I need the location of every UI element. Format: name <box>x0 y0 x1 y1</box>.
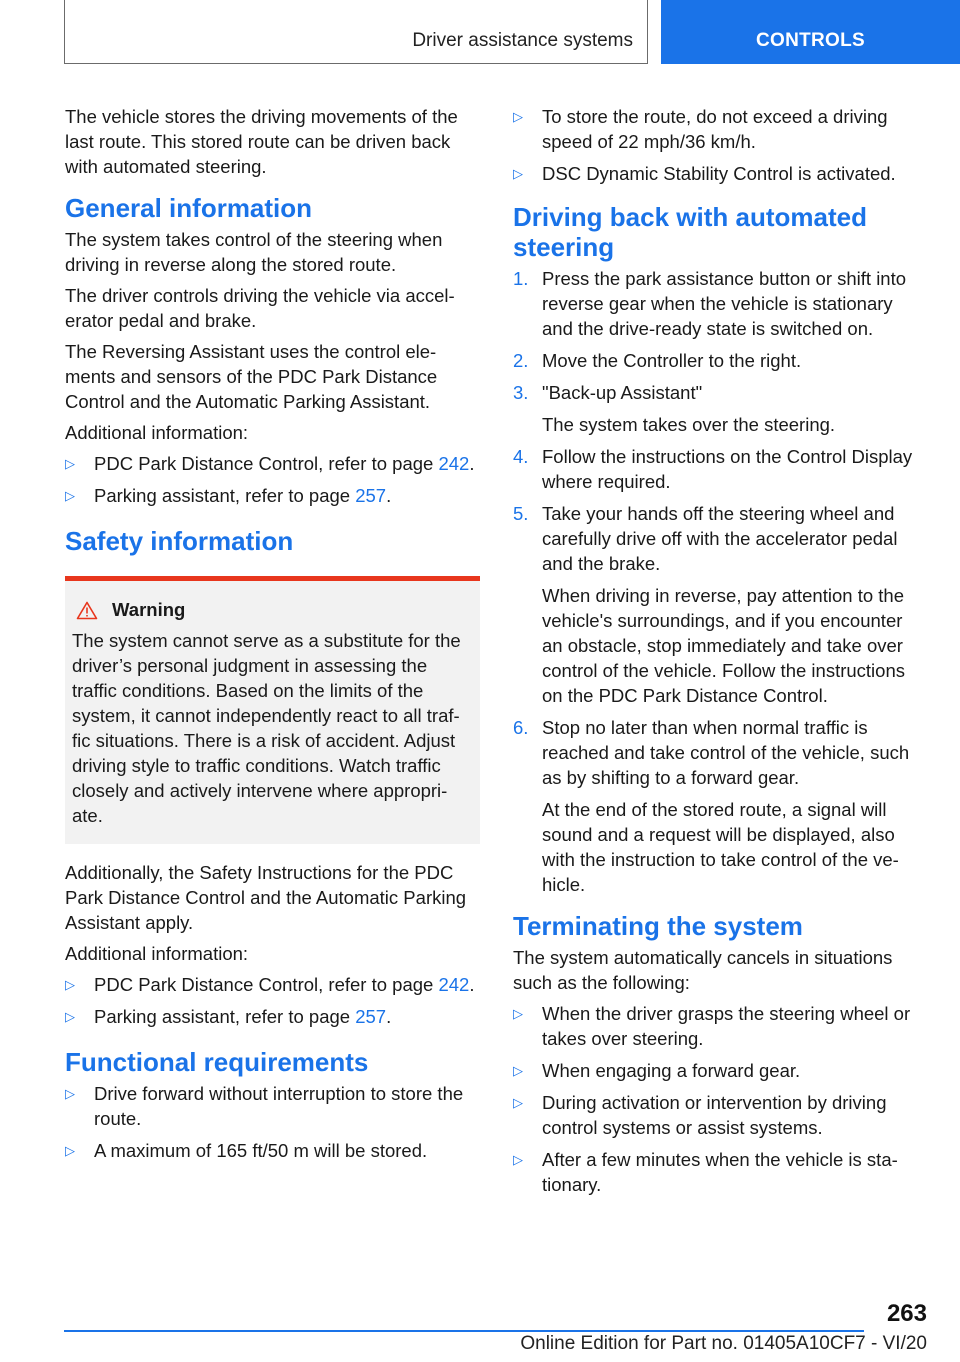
header-tab-controls[interactable] <box>661 0 960 64</box>
list-item: ▷ To store the route, do not exceed a driving speed of 22 mph/36 km/h. <box>513 106 888 152</box>
step-item: 5. Take your hands off the steering wheel and carefully drive off with the accelerator pedal and the brake. When driving in reverse, pay attention to the vehicle's surroundings, and if you encounter an obstacle, stop immediately and take over control of the vehicle. Follow the instructions on the PDC Park Distance Control. <box>513 503 905 706</box>
safety-bullet-list <box>65 972 480 1029</box>
warning-label: Warning <box>112 599 186 620</box>
requirements-bullet-list-cont <box>513 104 928 186</box>
triangle-bullet-icon: ▷ <box>65 488 75 503</box>
list-item: ▷ A maximum of 165 ft/50 m will be stored. <box>65 1140 428 1161</box>
triangle-bullet-icon: ▷ <box>513 109 523 124</box>
safety-additional: Additional information: <box>65 943 249 964</box>
page-number: 263 <box>886 1300 927 1327</box>
intro-paragraph: The vehicle stores the driving movements of the last route. This stored route can be driven back with automated steering. <box>65 106 458 177</box>
list-item: ▷ During activation or intervention by driving control systems or assist systems. <box>513 1092 887 1138</box>
warning-header <box>72 599 473 621</box>
triangle-bullet-icon: ▷ <box>513 1063 523 1078</box>
heading-terminating-system: Terminating the system <box>513 911 803 941</box>
general-p2: The driver controls driving the vehicle via accel‐ erator pedal and brake. <box>65 285 455 331</box>
list-item: ▷ After a few minutes when the vehicle is sta‐ tionary. <box>513 1149 898 1195</box>
page-link[interactable]: 257 <box>355 485 387 506</box>
page-link[interactable]: 257 <box>355 1006 387 1027</box>
heading-general-information: General information <box>65 193 313 223</box>
warning-text: The system cannot serve as a substitute for the driver’s personal judgment in assessing the traffic conditions. Based on the limits of the system, it cannot independently react to all traf‐ fic situations. There is a risk of accident. Adjust driving style to traffic conditions. Watch traffic closely and actively intervene where appropri‐ ate. <box>72 630 461 826</box>
triangle-bullet-icon: ▷ <box>65 1143 75 1158</box>
step-item: 1. Press the park assistance button or shift into reverse gear when the vehicle is stationary and the drive-ready state is switched on. <box>513 268 907 339</box>
functional-bullet-list <box>65 1081 480 1163</box>
general-p1: The system takes control of the steering when driving in reverse along the stored route. <box>65 229 443 275</box>
list-item: ▷ Parking assistant, refer to page 257. <box>65 1006 392 1027</box>
triangle-bullet-icon: ▷ <box>65 456 75 471</box>
triangle-bullet-icon: ▷ <box>65 1086 75 1101</box>
triangle-bullet-icon: ▷ <box>513 1152 523 1167</box>
list-item: ▷ PDC Park Distance Control, refer to page 242. <box>65 974 475 995</box>
triangle-bullet-icon: ▷ <box>65 977 75 992</box>
list-item: ▷ Parking assistant, refer to page 257. <box>65 485 392 506</box>
general-additional: Additional information: <box>65 422 249 443</box>
left-column <box>65 104 480 1170</box>
list-item: ▷ DSC Dynamic Stability Control is activated. <box>513 163 896 184</box>
header-section-box <box>64 0 648 64</box>
heading-driving-back: Driving back with automated steering <box>513 202 867 262</box>
list-item: ▷ Drive forward without interruption to store the route. <box>65 1083 464 1129</box>
page-link[interactable]: 242 <box>438 453 470 474</box>
triangle-bullet-icon: ▷ <box>65 1009 75 1024</box>
general-bullet-list <box>65 451 480 508</box>
list-item: ▷ When engaging a forward gear. <box>513 1060 801 1081</box>
edition-text: Online Edition for Part no. 01405A10CF7 - VI/20 <box>520 1333 927 1354</box>
heading-safety-information: Safety information <box>65 526 294 556</box>
page-link[interactable]: 242 <box>438 974 470 995</box>
triangle-bullet-icon: ▷ <box>513 1006 523 1021</box>
general-p3: The Reversing Assistant uses the control ele‐ ments and sensors of the PDC Park Distance Control and the Automatic Parking Assistant. <box>65 341 438 412</box>
heading-functional-requirements: Functional requirements <box>65 1047 369 1077</box>
list-item: ▷ When the driver grasps the steering wheel or takes over steering. <box>513 1003 911 1049</box>
triangle-bullet-icon: ▷ <box>513 166 523 181</box>
warning-box <box>65 576 480 844</box>
list-item: ▷ PDC Park Distance Control, refer to page 242. <box>65 453 475 474</box>
triangle-bullet-icon: ▷ <box>513 1095 523 1110</box>
terminating-bullet-list <box>513 1001 928 1197</box>
terminating-intro: The system automatically cancels in situations such as the following: <box>513 947 893 993</box>
step-item: 6. Stop no later than when normal traffic is reached and take control of the vehicle, such as by shifting to a forward gear. At the end of the stored route, a signal will sound and a request will be displayed, also with the instruction to take control of the ve‐ hicle. <box>513 717 910 895</box>
warning-triangle-icon <box>76 601 98 620</box>
driving-back-steps <box>513 266 928 897</box>
safety-p1: Additionally, the Safety Instructions for the PDC Park Distance Control and the Automatic Parking Assistant apply. <box>65 862 467 933</box>
header-section-title: Driver assistance systems <box>412 30 633 51</box>
step-item: 3. "Back-up Assistant" The system takes over the steering. <box>513 382 836 435</box>
footer-divider <box>64 1330 864 1332</box>
right-column <box>513 104 928 1204</box>
header-tab-label: CONTROLS <box>755 30 865 51</box>
step-item: 2. Move the Controller to the right. <box>513 350 802 371</box>
step-item: 4. Follow the instructions on the Control Display where required. <box>513 446 913 492</box>
